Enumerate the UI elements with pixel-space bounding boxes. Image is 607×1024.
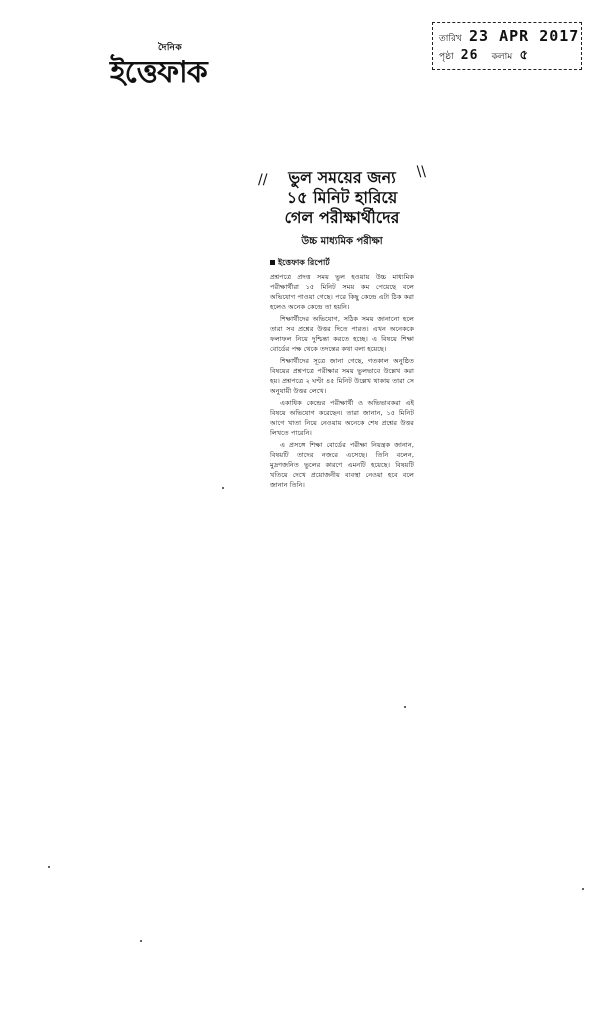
stamp-page-label: পৃষ্ঠা	[439, 52, 454, 62]
bullet-square-icon	[270, 260, 275, 265]
stamp-column-value: ৫	[519, 48, 529, 63]
article-byline	[270, 257, 414, 270]
article-paragraph: এ প্রসঙ্গে শিক্ষা বোর্ডের পরীক্ষা নিয়ন্ত্রক জানান, বিষয়টি তাদের নজরে এসেছে। তিনি বলেন, মুদ্রণজনিত ভুলের কারণে এমনটি হয়েছে। বিষয়টি খতিয়ে দেখে প্রয়োজনীয় ব্যবস্থা নেওয়া হবে বলে জানান তিনি।	[270, 441, 414, 489]
scan-speck	[404, 706, 406, 708]
byline-text: ইত্তেফাক রিপোর্ট	[278, 258, 330, 267]
stamp-column-label: কলাম	[491, 52, 513, 62]
masthead-kicker: দৈনিক	[158, 43, 183, 53]
headline-line: গেল পরীক্ষার্থীদের	[284, 208, 400, 227]
masthead-title: ইত্তেফাক	[110, 55, 207, 90]
headline-line: ১৫ মিনিট হারিয়ে	[286, 188, 398, 207]
scan-speck	[140, 940, 142, 942]
stamp-page-row	[439, 49, 529, 62]
article-paragraph: একাধিক কেন্দ্রের পরীক্ষার্থী ও অভিভাবকরা এই বিষয়ে অভিযোগ করেছেন। তারা জানান, ১৫ মিনিট আগে খাতা নিয়ে নেওয়ায় অনেকে শেষ প্রশ্নের উত্তর লিখতে পারেনি।	[270, 399, 414, 437]
article-paragraph: প্রশ্নপত্রে প্রদত্ত সময় ভুল হওয়ায় উচ্চ মাধ্যমিক পরীক্ষার্থীরা ১৫ মিনিট সময় কম পেয়েছে বলে অভিযোগ পাওয়া গেছে। পরে কিছু কেন্দ্রে এটা ঠিক করা হলেও অনেক কেন্দ্রে তা হয়নি।	[270, 273, 414, 311]
scan-speck	[582, 888, 584, 890]
scan-speck	[48, 866, 50, 868]
scan-speck	[222, 487, 224, 489]
date-stamp	[432, 22, 582, 70]
stamp-date-value: 23 APR 2017	[469, 27, 580, 45]
article-subhead: উচ্চ মাধ্যমিক পরীক্ষা	[301, 236, 383, 247]
stamp-date-label: তারিখ	[439, 34, 462, 44]
article-paragraph: শিক্ষার্থীদের অভিযোগ, সঠিক সময় জানানো হলে তারা সব প্রশ্নের উত্তর দিতে পারত। এখন অনেককে ফলাফল নিয়ে দুশ্চিন্তা করতে হচ্ছে। এ বিষয়ে শিক্ষা বোর্ডের পক্ষ থেকে তদন্তের কথা বলা হয়েছে।	[270, 315, 414, 353]
news-clipping	[258, 164, 426, 490]
quote-mark-icon: \\	[416, 164, 426, 180]
stamp-date-row	[439, 29, 579, 44]
headline-line: ভুল সময়ের জন্য	[288, 168, 396, 187]
quote-mark-icon: //	[258, 172, 268, 188]
stamp-page-value: 26	[460, 48, 479, 63]
article-headline	[258, 164, 426, 228]
article-paragraph: শিক্ষার্থীদের সূত্রে জানা গেছে, গতকাল অনুষ্ঠিত বিষয়ের প্রশ্নপত্রে পরীক্ষার সময় ভুলভাবে উল্লেখ করা হয়। প্রশ্নপত্রে ২ ঘণ্টা ৪৫ মিনিট উল্লেখ থাকায় তারা সে অনুযায়ী উত্তর লেখে।	[270, 357, 414, 395]
